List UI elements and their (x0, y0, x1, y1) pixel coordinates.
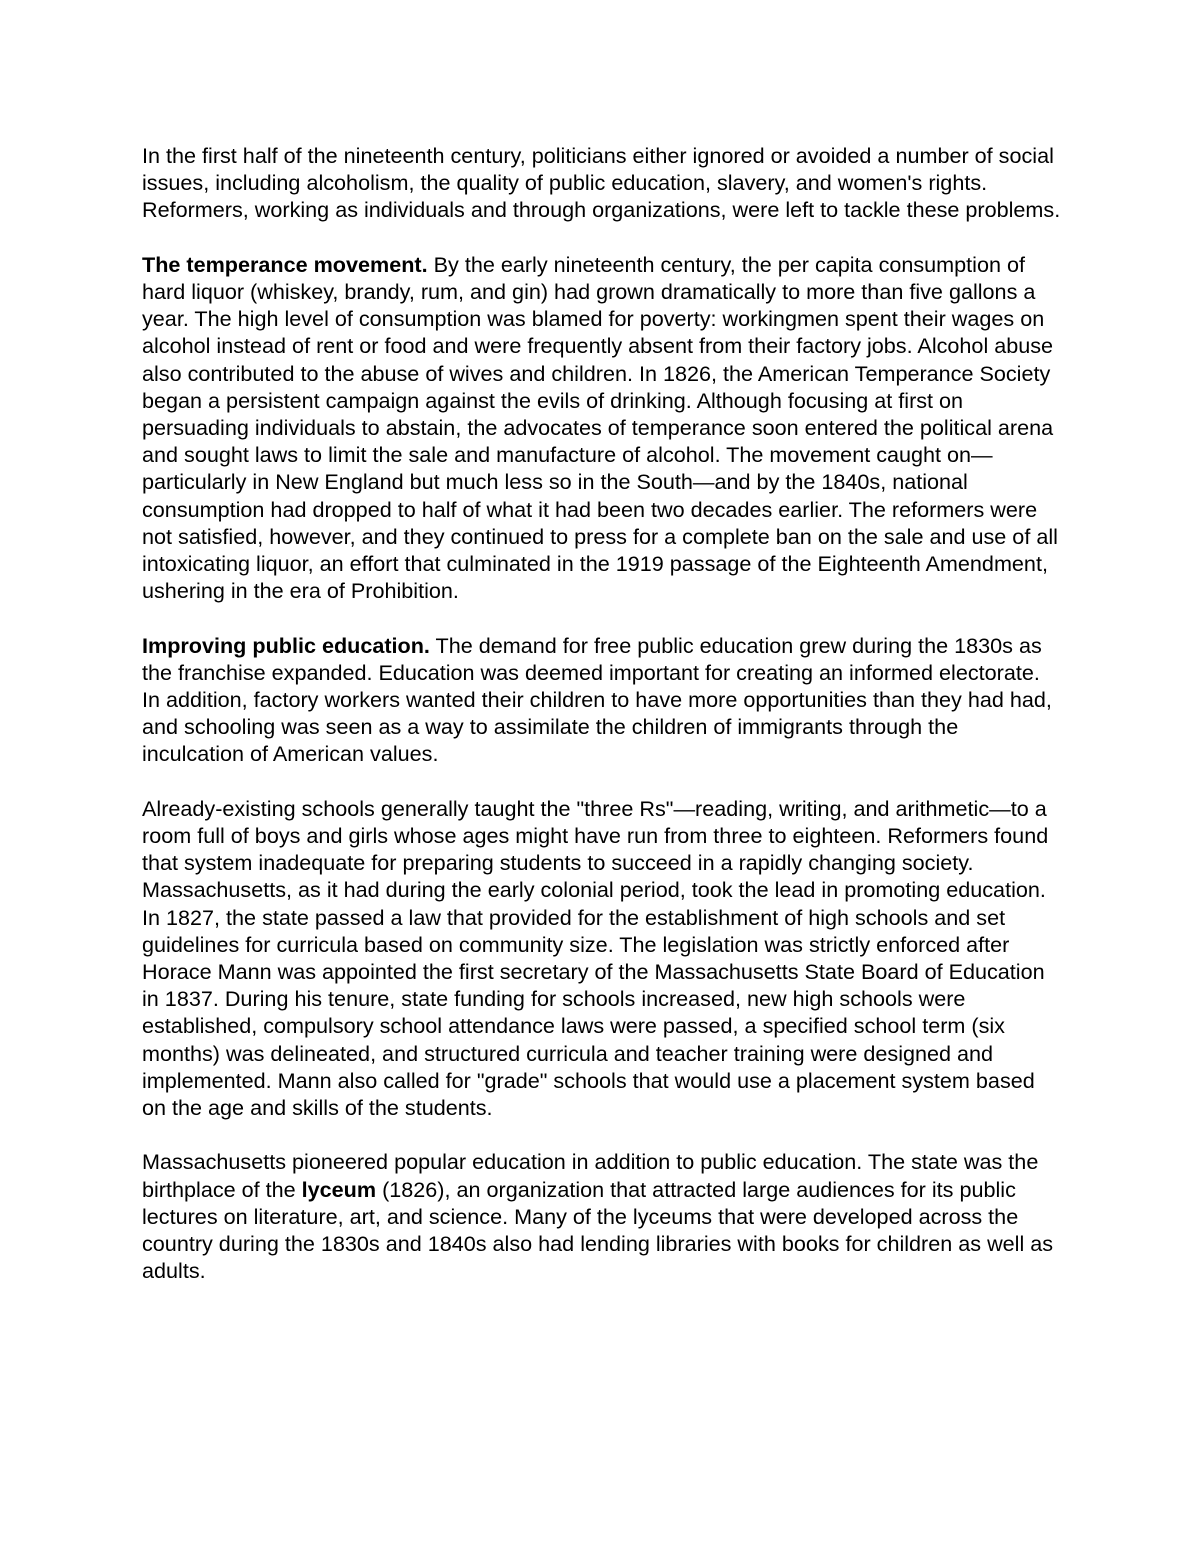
document-page (142, 142, 1062, 1312)
lyceum-term: lyceum (301, 1176, 377, 1202)
temperance-text: By the early nineteenth century, the per capita consumption of hard liquor (whiskey, brandy, rum, and gin) had grown dramatically to more than five gallons a year. The high level of consumption was blamed for poverty: workingmen spent their wages on alcohol instead of rent or food and were frequently absent from their factory jobs. Alcohol abuse also contributed to the abuse of wives and children. In 1826, the American Temperance Society began a persistent campaign against the evils of drinking. Although focusing at first on persuading individuals to abstain, the advocates of temperance soon entered the political arena and sought laws to limit the sale and manufacture of alcohol. The movement caught on—particularly in New England but much less so in the South—and by the 1840s, national consumption had dropped to half of what it had been two decades earlier. The reformers were not satisfied, however, and they continued to press for a complete ban on the sale and use of all intoxicating liquor, an effort that culminated in the 1919 passage of the Eighteenth Amendment, ushering in the era of Prohibition. (142, 251, 1058, 604)
lyceum-text-after: (1826), an organization that attracted large audiences for its public lectures on literature, art, and science. Many of the lyceums that were developed across the country during the 1830s and 1840s also had lending libraries with books for children as well as adults. (142, 1176, 1054, 1284)
intro-paragraph: In the first half of the nineteenth century, politicians either ignored or avoided a number of social issues, including alcoholism, the quality of public education, slavery, and women's rights. Reformers, working as individuals and through organizations, were left to tackle these problems. (142, 143, 1061, 223)
education-paragraph (142, 632, 1062, 768)
education-heading: Improving public education. (142, 632, 430, 658)
temperance-heading: The temperance movement. (142, 251, 428, 277)
temperance-paragraph (142, 251, 1062, 605)
schools-paragraph: Already-existing schools generally taught the "three Rs"—reading, writing, and arithmetic—to a room full of boys and girls whose ages might have run from three to eighteen. Reformers found that system inadequate for preparing students to succeed in a rapidly changing society. Massachusetts, as it had during the early colonial period, took the lead in promoting education. In 1827, the state passed a law that provided for the establishment of high schools and set guidelines for curricula based on community size. The legislation was strictly enforced after Horace Mann was appointed the first secretary of the Massachusetts State Board of Education in 1837. During his tenure, state funding for schools increased, new high schools were established, compulsory school attendance laws were passed, a specified school term (six months) was delineated, and structured curricula and teacher training were designed and implemented. Mann also called for "grade" schools that would use a placement system based on the age and skills of the students. (142, 795, 1049, 1121)
lyceum-paragraph (142, 1148, 1062, 1284)
lyceum-text-before: Massachusetts pioneered popular education in addition to public education. The state was the birthplace of the (142, 1149, 1039, 1202)
education-text: The demand for free public education grew during the 1830s as the franchise expanded. Education was deemed important for creating an informed electorate. In addition, factory workers wanted their children to have more opportunities than they had had, and schooling was seen as a way to assimilate the children of immigrants through the inculcation of American values. (142, 632, 1052, 767)
